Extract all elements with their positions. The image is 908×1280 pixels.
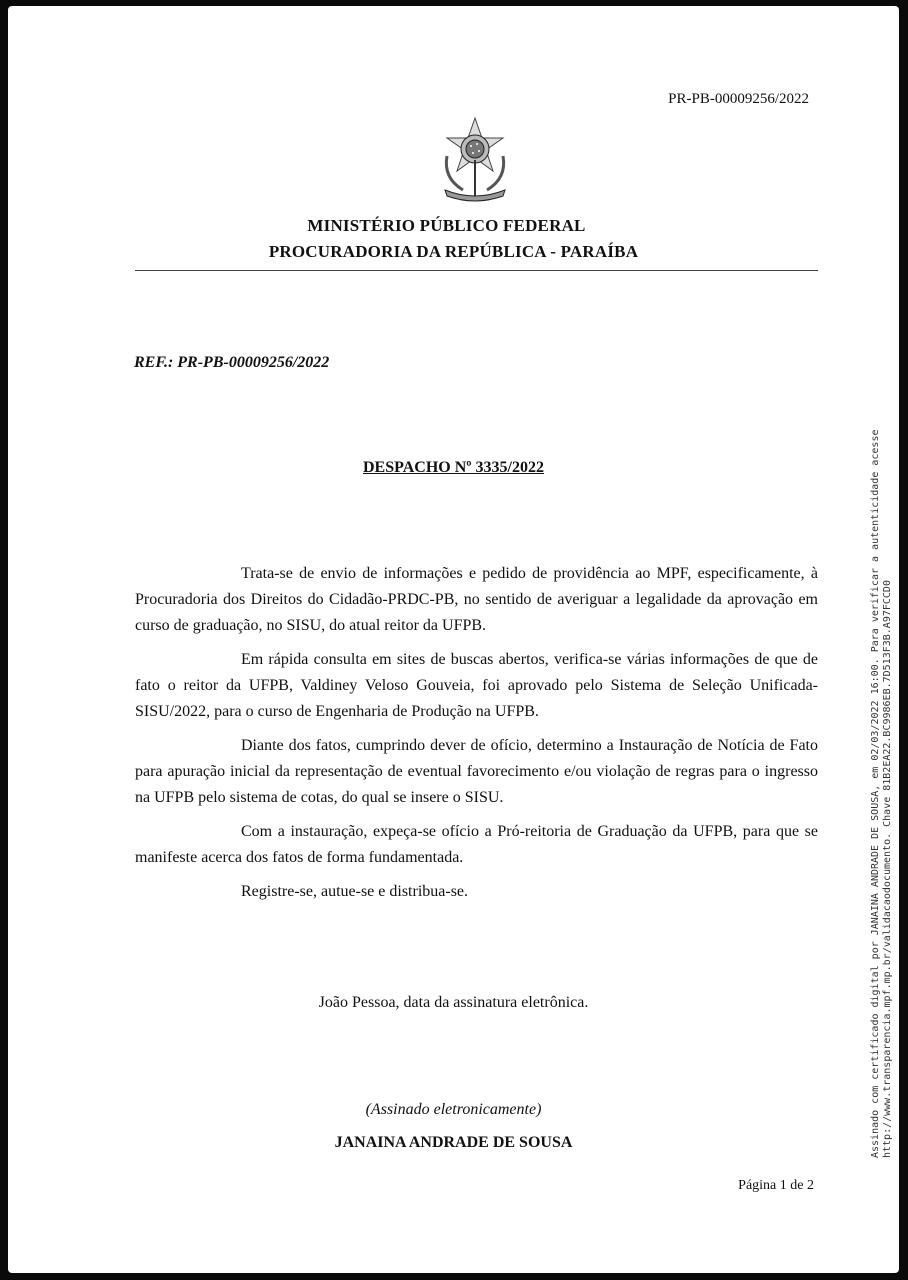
- signer-name: JANAINA ANDRADE DE SOUSA: [334, 1134, 573, 1151]
- body-paragraph: Registre-se, autue-se e distribua-se.: [241, 883, 469, 900]
- header-divider: [135, 270, 818, 271]
- signed-note: (Assinado eletronicamente): [365, 1101, 542, 1118]
- document-number: PR-PB-00009256/2022: [668, 91, 809, 107]
- document-body: [135, 561, 818, 913]
- page-number: Página 1 de 2: [738, 1178, 814, 1193]
- body-paragraph: Trata-se de envio de informações e pedido de providência ao MPF, especificamente, à Procuradoria dos Direitos do Cidadão-PRDC-PB, no sentido de averiguar a legalidade da aprovação em curso de graduação, no SISU, do atual reitor da UFPB.: [135, 565, 818, 634]
- body-paragraph: Em rápida consulta em sites de buscas abertos, verifica-se várias informações de que de fato o reitor da UFPB, Valdiney Veloso Gouveia, foi aprovado pelo Sistema de Seleção Unificada-SISU/2022, para o curso de Engenharia de Produção na UFPB.: [135, 651, 818, 720]
- reference-line: REF.: PR-PB-00009256/2022: [134, 354, 330, 371]
- body-paragraph: Com a instauração, expeça-se ofício a Pró-reitoria de Graduação da UFPB, para que se manifeste acerca dos fatos de forma fundamentada.: [135, 823, 818, 866]
- digital-signature-stamp: [870, 278, 894, 1158]
- body-paragraph: Diante dos fatos, cumprindo dever de ofício, determino a Instauração de Notícia de Fato para apuração inicial da representação de eventual favorecimento e/ou violação de regras para o ingresso na UFPB pelo sistema de cotas, do qual se insere o SISU.: [135, 737, 818, 806]
- brazil-coat-of-arms-icon: [433, 116, 517, 202]
- document-page: [8, 6, 899, 1273]
- place-date: João Pessoa, data da assinatura eletrônica.: [318, 994, 589, 1011]
- stamp-line: http://www.transparencia.mpf.mp.br/validacaodocumento. Chave 81B2EA22.BC9986EB.7D513F3B.A97FCCD0: [882, 580, 893, 1158]
- document-title: DESPACHO Nº 3335/2022: [363, 459, 544, 476]
- stamp-line: Assinado com certificado digital por JANAINA ANDRADE DE SOUSA, em 02/03/2022 16:00. Para verificar a autenticidade acesse: [870, 429, 881, 1158]
- header-procuradoria: PROCURADORIA DA REPÚBLICA - PARAÍBA: [268, 242, 639, 261]
- header-ministry: MINISTÉRIO PÚBLICO FEDERAL: [307, 216, 586, 235]
